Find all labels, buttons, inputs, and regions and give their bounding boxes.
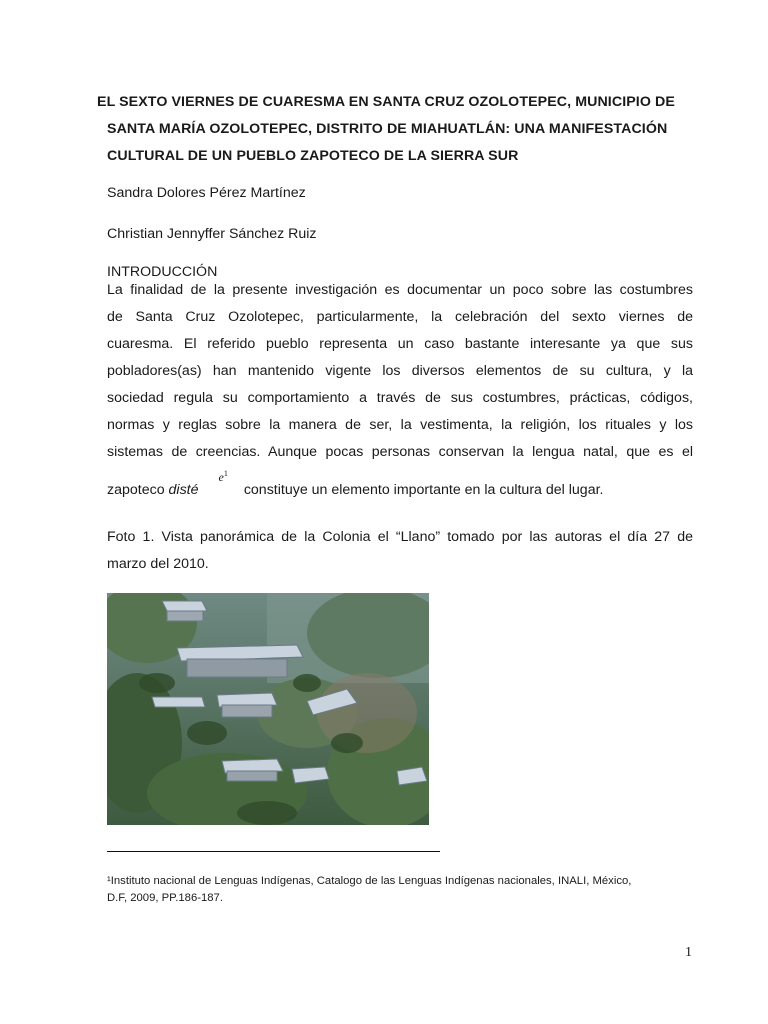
caption-line-1: Foto 1. Vista panorámica de la Colonia el “Llano” tomado por las autoras el día 27 de bbox=[107, 529, 693, 545]
last-line-pre: zapoteco bbox=[107, 482, 169, 498]
page-number: 1 bbox=[685, 945, 692, 960]
title-line-3: CULTURAL DE UN PUEBLO ZAPOTECO DE LA SIERRA SUR bbox=[107, 148, 519, 164]
author-1: Sandra Dolores Pérez Martínez bbox=[107, 185, 306, 201]
caption-line-2: marzo del 2010. bbox=[107, 556, 209, 572]
footnote-line-2: D.F, 2009, PP.186-187. bbox=[107, 892, 223, 904]
body-line: cuaresma. El referido pueblo representa un caso bastante interesante ya que sus bbox=[107, 336, 693, 352]
body-line: sociedad regula su comportamiento a través de sus costumbres, prácticas, códigos, bbox=[107, 390, 693, 406]
footnote-marker-number: 1 bbox=[223, 469, 228, 478]
footnote-marker-letter: e bbox=[218, 470, 224, 484]
title-line-1: EL SEXTO VIERNES DE CUARESMA EN SANTA CRUZ OZOLOTEPEC, MUNICIPIO DE bbox=[97, 94, 675, 110]
body-line: normas y reglas sobre la manera de ser, la vestimenta, la religión, los rituales y los bbox=[107, 417, 693, 433]
footnote-marker[interactable] bbox=[219, 470, 228, 484]
body-line: pobladores(as) han mantenido vigente los diversos elementos de su cultura, y la bbox=[107, 363, 693, 379]
body-line: de Santa Cruz Ozolotepec, particularmente, la celebración del sexto viernes de bbox=[107, 309, 693, 325]
document-title bbox=[97, 89, 717, 170]
body-line: sistemas de creencias. Aunque pocas personas conservan la lengua natal, que es el bbox=[107, 444, 693, 460]
photo-illustration bbox=[107, 593, 429, 825]
body-last-line bbox=[107, 469, 604, 498]
last-line-post: constituye un elemento importante en la cultura del lugar. bbox=[243, 482, 604, 498]
footnote bbox=[107, 873, 707, 907]
photo-caption bbox=[107, 524, 693, 578]
footnote-separator bbox=[107, 851, 440, 852]
panoramic-photo bbox=[107, 593, 429, 825]
author-2: Christian Jennyffer Sánchez Ruiz bbox=[107, 226, 317, 242]
footnote-line-1: ¹Instituto nacional de Lenguas Indígenas, Catalogo de las Lenguas Indígenas nacionales, INALI, México, bbox=[107, 875, 632, 887]
body-line: La finalidad de la presente investigación es documentar un poco sobre las costumbres bbox=[107, 282, 693, 298]
title-line-2: SANTA MARÍA OZOLOTEPEC, DISTRITO DE MIAHUATLÁN: UNA MANIFESTACIÓN bbox=[107, 121, 668, 137]
section-heading: INTRODUCCIÓN bbox=[107, 264, 218, 280]
body-paragraph bbox=[107, 277, 693, 466]
italic-term: disté bbox=[168, 482, 199, 498]
